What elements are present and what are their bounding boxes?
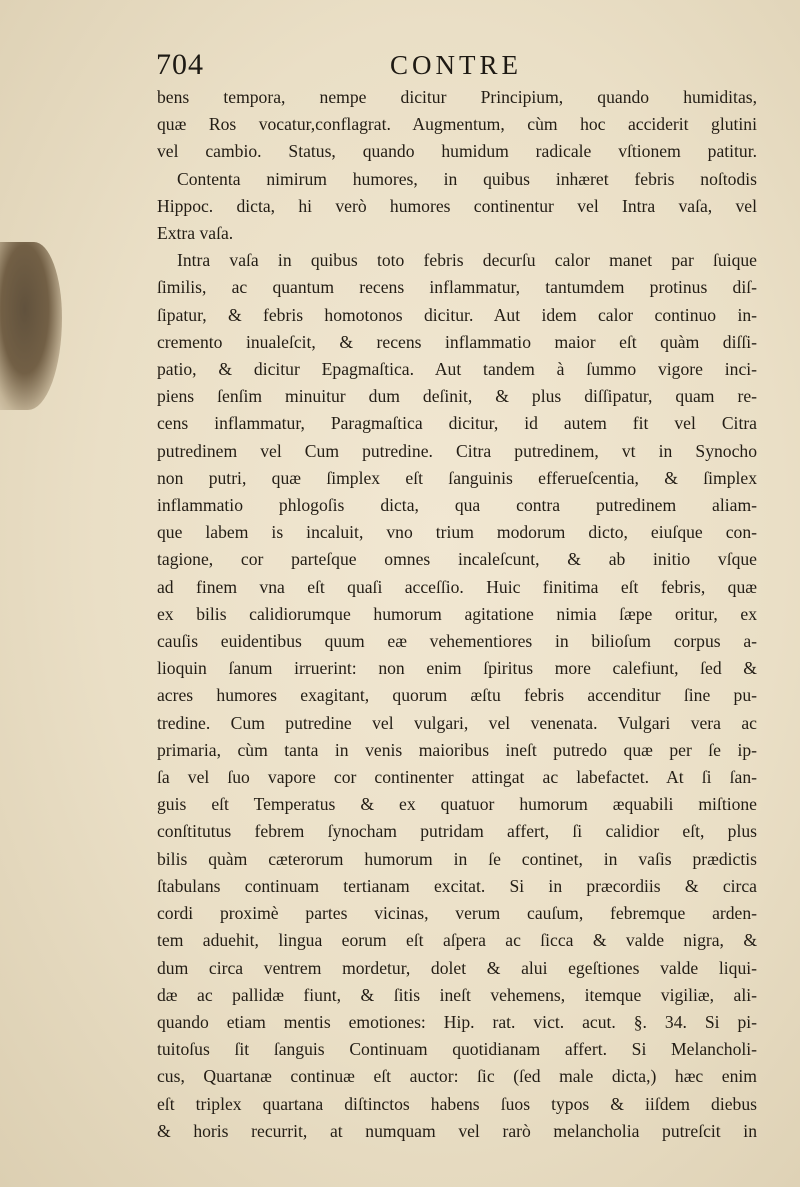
- text-line: acres humores exagitant, quorum æſtu febris accenditur ſine pu-: [157, 685, 757, 706]
- text-line: cauſis euidentibus quum eæ vehementiores in bilioſum corpus a-: [157, 631, 757, 652]
- text-line: bilis quàm cæterorum humorum in ſe continet, in vaſis prædictis: [157, 848, 757, 869]
- text-line: ex bilis calidiorumque humorum agitatione nimia ſæpe oritur, ex: [157, 603, 757, 624]
- text-line: cordi proximè partes vicinas, verum cauſum, febremque arden-: [157, 903, 757, 924]
- page-header: [150, 48, 740, 88]
- text-line: que labem is incaluit, vno trium modorum dicto, eiuſque con-: [157, 522, 757, 543]
- running-head: CONTRE: [390, 50, 522, 80]
- ink-stain: [0, 242, 62, 410]
- text-line: Contenta nimirum humores, in quibus inhæret febris noſtodis: [177, 168, 757, 189]
- body-text: [157, 84, 757, 1145]
- text-line: lioquin ſanum irruerint: non enim ſpiritus more calefiunt, ſed &: [157, 658, 757, 679]
- text-line: quando etiam mentis emotiones: Hip. rat. vict. acut. §. 34. Si pi-: [157, 1011, 757, 1032]
- text-line: putredinem vel Cum putredine. Citra putredinem, vt in Synocho: [157, 440, 757, 461]
- text-line: ſimilis, ac quantum recens inflammatur, tantumdem protinus diſ-: [157, 277, 757, 298]
- text-line: inflammatio phlogoſis dicta, qua contra putredinem aliam-: [157, 495, 757, 516]
- text-line: dæ ac pallidæ fiunt, & ſitis ineſt vehemens, itemque vigiliæ, ali-: [157, 984, 757, 1005]
- text-line: primaria, cùm tanta in venis maioribus ineſt putredo quæ per ſe ip-: [157, 739, 757, 760]
- text-line: ſtabulans continuam tertianam excitat. Si in præcordiis & circa: [157, 875, 757, 896]
- text-line: dum circa ventrem mordetur, dolet & alui egeſtiones valde liqui-: [157, 957, 757, 978]
- text-line: tagione, cor parteſque omnes incaleſcunt, & ab initio vſque: [157, 549, 757, 570]
- text-line: ad finem vna eſt quaſi acceſſio. Huic finitima eſt febris, quæ: [157, 576, 757, 597]
- text-line: cus, Quartanæ continuæ eſt auctor: ſic (ſed male dicta,) hæc enim: [157, 1066, 757, 1087]
- text-line: Intra vaſa in quibus toto febris decurſu calor manet par ſuique: [177, 250, 757, 271]
- text-line: piens ſenſim minuitur dum deſinit, & plus diſſipatur, quam re-: [157, 386, 757, 407]
- text-line: Hippoc. dicta, hi verò humores continentur vel Intra vaſa, vel: [157, 195, 757, 216]
- page-number: 704: [156, 48, 204, 81]
- text-line: eſt triplex quartana diſtinctos habens ſuos typos & iiſdem diebus: [157, 1093, 757, 1114]
- text-line: tredine. Cum putredine vel vulgari, vel venenata. Vulgari vera ac: [157, 712, 757, 733]
- text-line: patio, & dicitur Epagmaſtica. Aut tandem à ſummo vigore inci-: [157, 359, 757, 380]
- text-line: cens inflammatur, Paragmaſtica dicitur, id autem fit vel Citra: [157, 413, 757, 434]
- text-line: ſipatur, & febris homotonos dicitur. Aut idem calor continuo in-: [157, 304, 757, 325]
- text-line: tuitoſus ſit ſanguis Continuam quotidianam affert. Si Melancholi-: [157, 1039, 757, 1060]
- text-line: quæ Ros vocatur,conflagrat. Augmentum, cùm hoc acciderit glutini: [157, 114, 757, 135]
- text-line: cremento inualeſcit, & recens inflammatio maior eſt quàm diſſi-: [157, 331, 757, 352]
- text-line: guis eſt Temperatus & ex quatuor humorum æquabili miſtione: [157, 794, 757, 815]
- text-line: ſa vel ſuo vapore cor continenter attingat ac labefactet. At ſi ſan-: [157, 767, 757, 788]
- text-line: Extra vaſa.: [157, 223, 234, 244]
- text-line: vel cambio. Status, quando humidum radicale vſtionem patitur.: [157, 141, 757, 162]
- text-line: non putri, quæ ſimplex eſt ſanguinis efferueſcentia, & ſimplex: [157, 467, 757, 488]
- text-line: bens tempora, nempe dicitur Principium, quando humiditas,: [157, 87, 757, 107]
- text-line: conſtitutus febrem ſynocham putridam affert, ſi calidior eſt, plus: [157, 821, 757, 842]
- text-line: & horis recurrit, at numquam vel rarò melancholia putreſcit in: [157, 1120, 757, 1141]
- text-line: tem aduehit, lingua eorum eſt aſpera ac ſicca & valde nigra, &: [157, 930, 757, 951]
